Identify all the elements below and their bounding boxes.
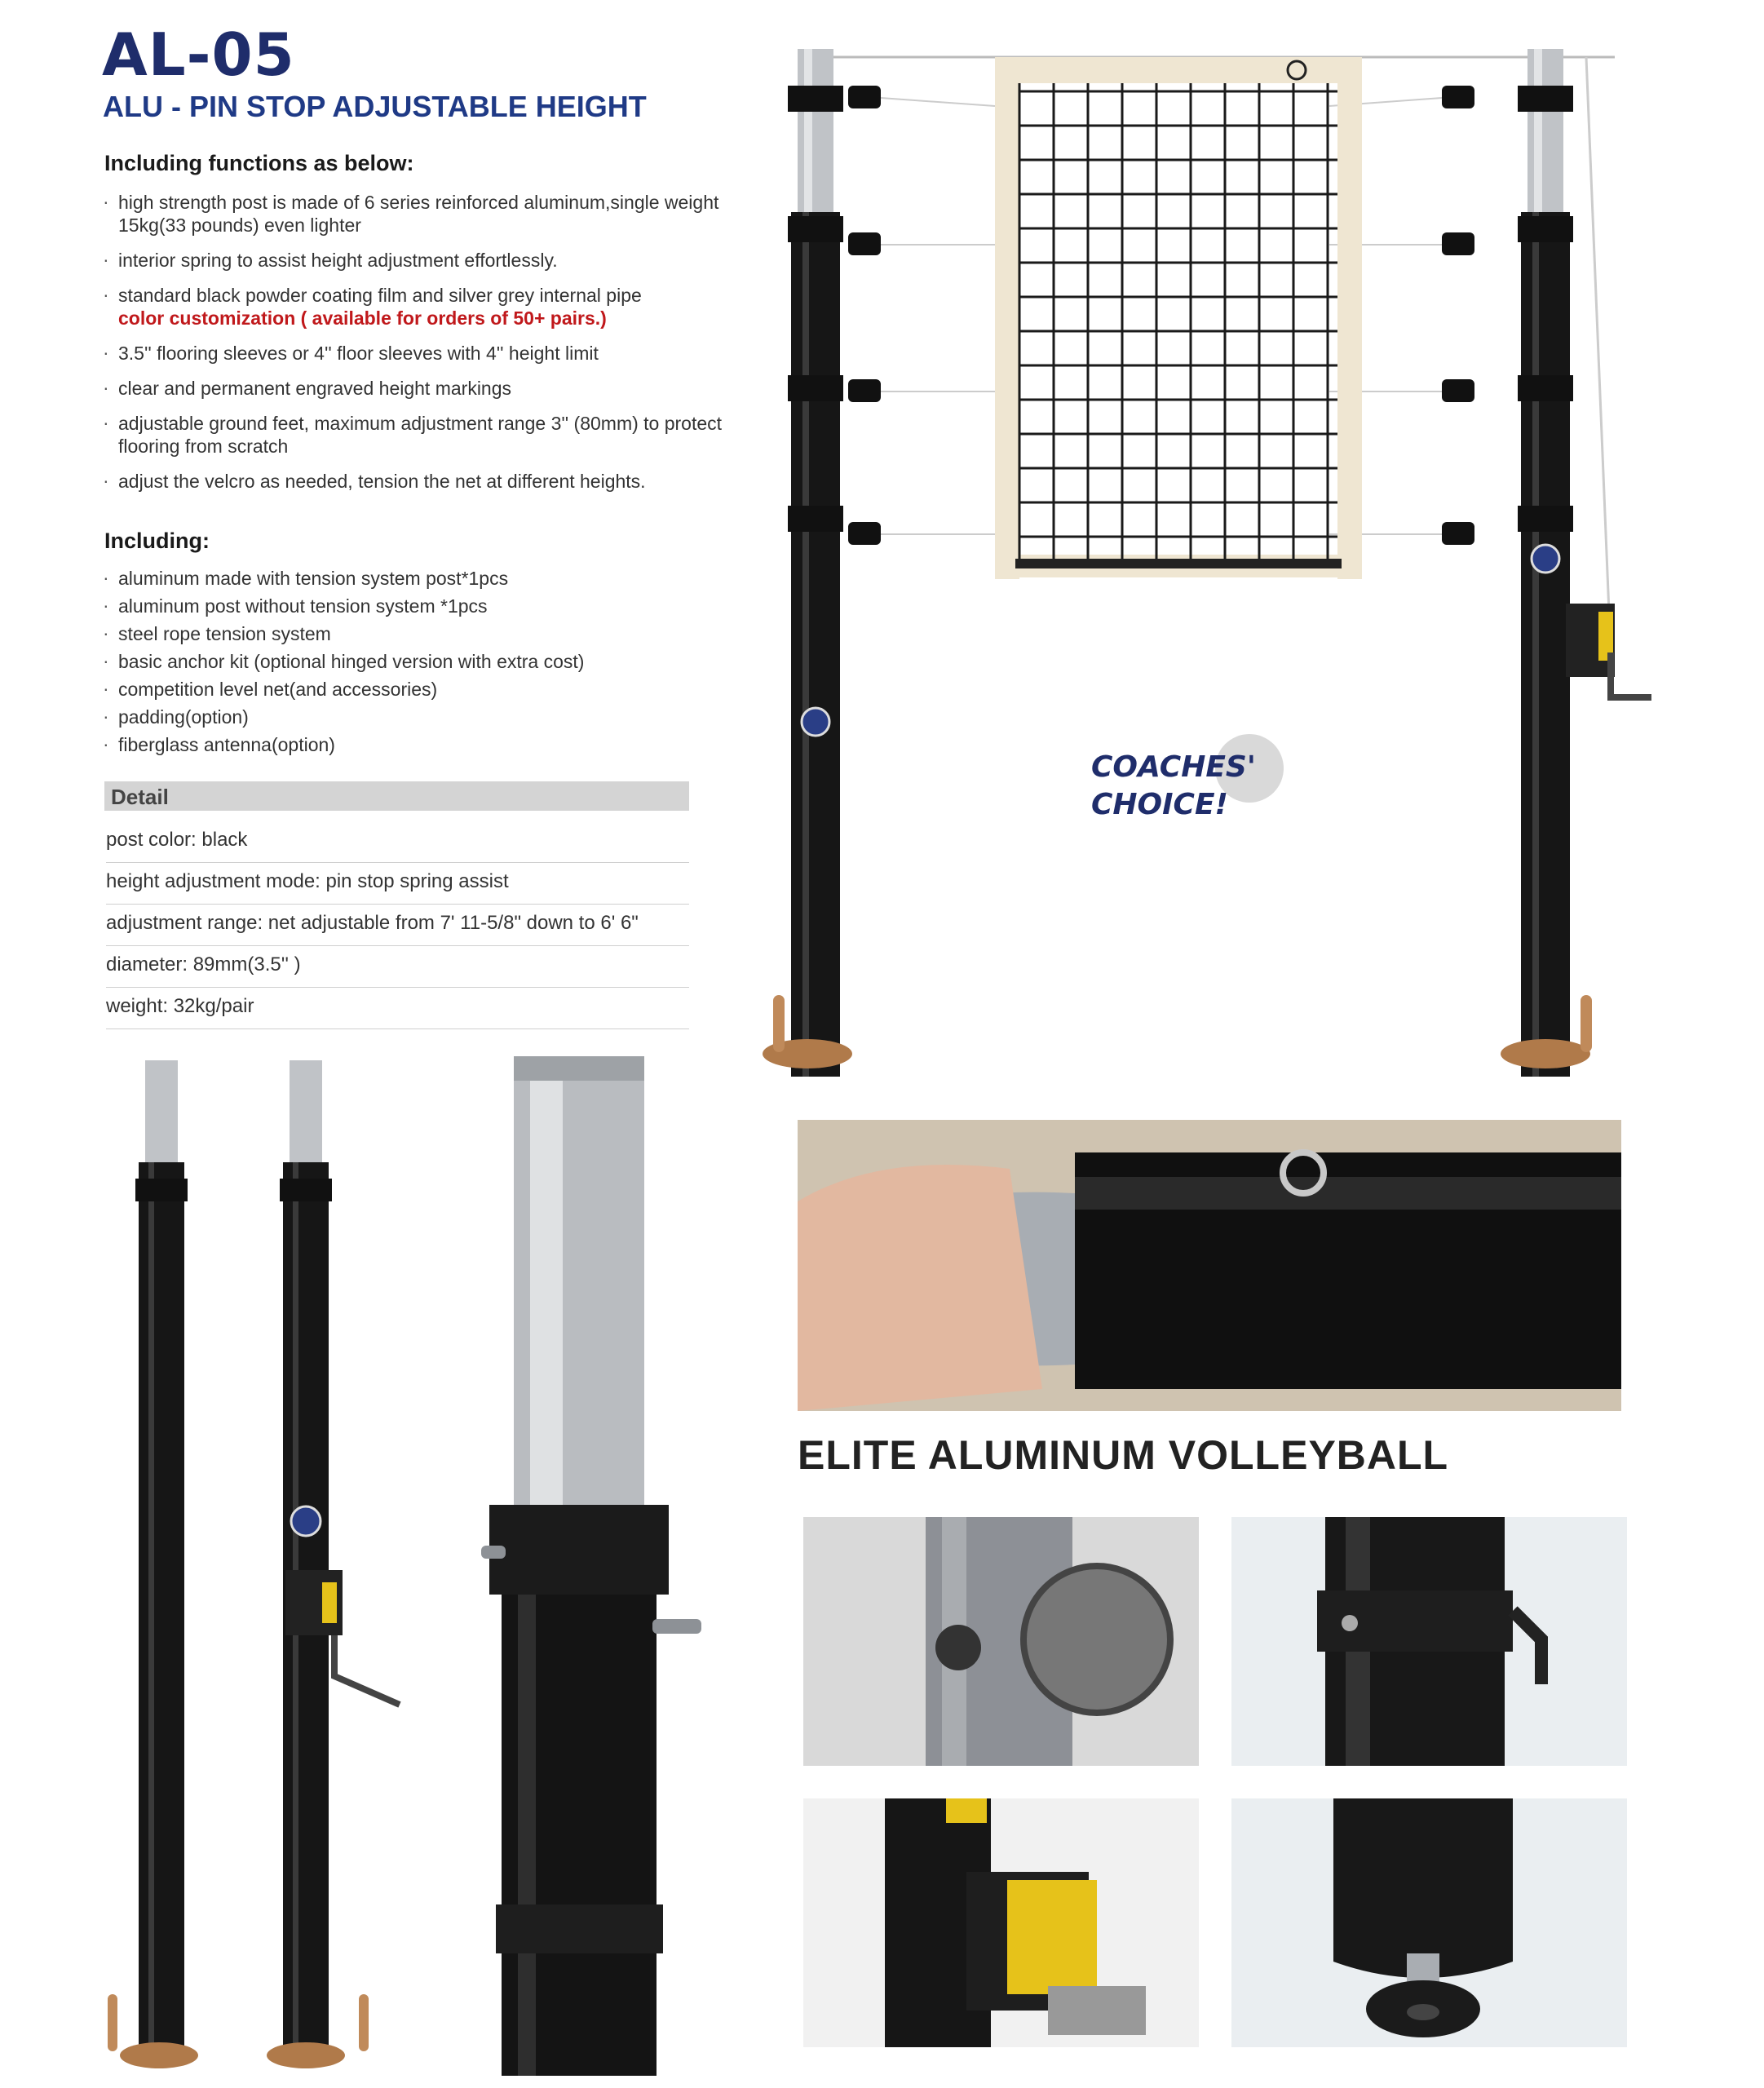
posts-pair-image [98, 1048, 783, 2084]
list-item: · aluminum post without tension system *1pcs [103, 592, 755, 620]
detail-row: diameter: 89mm(3.5'' ) [106, 946, 689, 988]
including-list [103, 564, 755, 759]
list-item: · interior spring to assist height adjustment effortlessly. [103, 249, 755, 272]
pulley-photo [803, 1517, 1199, 1766]
list-item: · adjust the velcro as needed, tension the net at different heights. [103, 470, 755, 493]
detail-row: weight: 32kg/pair [106, 988, 689, 1029]
badge-line: COACHES' [1091, 750, 1256, 784]
net-system-image [758, 33, 1696, 1085]
list-item: · competition level net(and accessories) [103, 675, 755, 703]
gallery-heading: ELITE ALUMINUM VOLLEYBALL [798, 1432, 1449, 1478]
coaches-choice-badge [1091, 749, 1256, 824]
list-item: · 3.5'' flooring sleeves or 4'' floor sleeves with 4'' height limit [103, 342, 755, 365]
functions-list [103, 191, 755, 493]
functions-heading: Including functions as below: [104, 151, 414, 175]
list-item: · fiberglass antenna(option) [103, 731, 755, 759]
list-item: · aluminum made with tension system post*1pcs [103, 564, 755, 592]
list-item: · padding(option) [103, 703, 755, 731]
product-subtitle: ALU - PIN STOP ADJUSTABLE HEIGHT [103, 90, 647, 123]
including-heading: Including: [104, 529, 210, 553]
model-title: AL-05 [102, 20, 295, 89]
detail-row: post color: black [106, 821, 689, 863]
customization-note: color customization ( available for orders of 50+ pairs.) [118, 307, 607, 329]
detail-header [104, 781, 689, 811]
collar-photo [1231, 1517, 1627, 1766]
foot-photo [1231, 1798, 1627, 2047]
detail-row: adjustment range: net adjustable from 7' 11-5/8" down to 6' 6" [106, 905, 689, 946]
list-item: · steel rope tension system [103, 620, 755, 648]
winch-photo [803, 1798, 1199, 2047]
list-item: · basic anchor kit (optional hinged version with extra cost) [103, 648, 755, 675]
detail-heading: Detail [111, 785, 169, 809]
list-item: · standard black powder coating film and silver grey internal pipe color customization ( available for orders of 50+ pairs.) [103, 284, 755, 330]
list-item: · clear and permanent engraved height markings [103, 377, 755, 400]
badge-line: CHOICE! [1091, 788, 1228, 821]
list-item: · adjustable ground feet, maximum adjustment range 3'' (80mm) to protect flooring from scratch [103, 412, 755, 458]
detail-row: height adjustment mode: pin stop spring assist [106, 863, 689, 905]
pin-closeup-photo [798, 1120, 1621, 1411]
list-item: · high strength post is made of 6 series reinforced aluminum,single weight 15kg(33 pounds) even lighter [103, 191, 755, 237]
